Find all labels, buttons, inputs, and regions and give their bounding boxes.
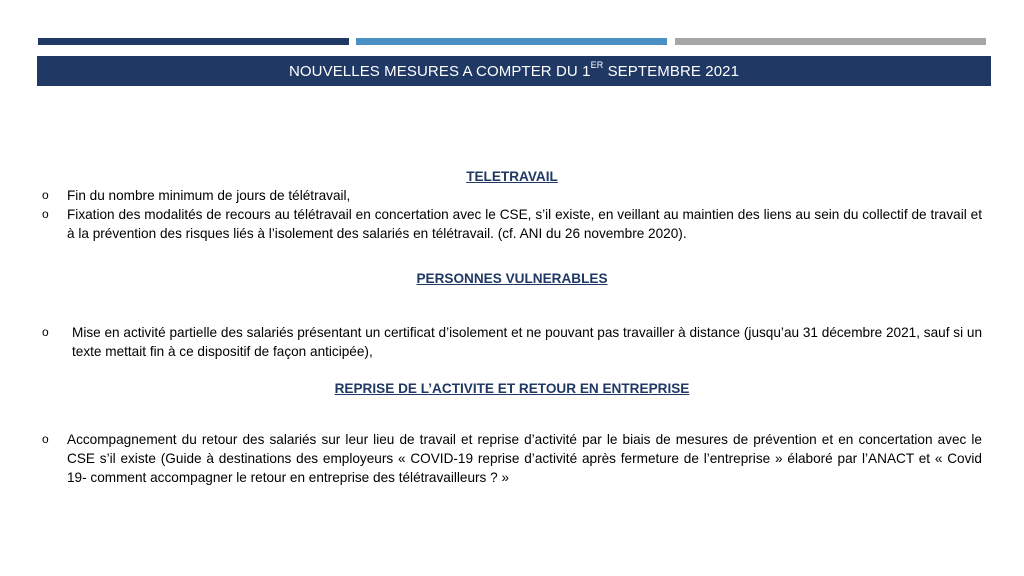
item-text: Fin du nombre minimum de jours de télétravail,	[67, 188, 351, 203]
bullet-circle-icon: o	[42, 207, 49, 221]
bullet-circle-icon: o	[42, 188, 49, 202]
bar-light-blue	[356, 38, 667, 45]
list-item	[42, 323, 982, 361]
top-decorative-bars	[38, 38, 986, 46]
section-title-reprise-activite: REPRISE DE L’ACTIVITE ET RETOUR EN ENTREPRISE	[334, 381, 690, 396]
bar-dark-blue	[38, 38, 349, 45]
bullet-circle-icon: o	[42, 325, 49, 339]
bar-gray	[675, 38, 986, 45]
title-banner	[37, 56, 991, 86]
bullet-circle-icon: o	[42, 432, 49, 446]
item-text: Fixation des modalités de recours au télétravail en concertation avec le CSE, s’il existe, en veillant au maintien des liens au sein du collectif de travail et à la prévention des risques liés à l’isolement des salariés en télétravail. (cf. ANI du 26 novembre 2020).	[67, 207, 982, 241]
title-end: SEPTEMBRE 2021	[603, 62, 740, 80]
list-item	[42, 430, 982, 487]
section-title-personnes-vulnerables: PERSONNES VULNERABLES	[416, 271, 608, 286]
item-text: Mise en activité partielle des salariés présentant un certificat d’isolement et ne pouvant pas travailler à distance (jusqu’au 31 décembre 2021, sauf si un texte mettait fin à ce dispositif de façon anticipée),	[72, 325, 982, 359]
item-text: Accompagnement du retour des salariés sur leur lieu de travail et reprise d’activité par le biais de mesures de prévention et en concertation avec le CSE s’il existe (Guide à destinations des employeurs « COVID-19 reprise d’activité après fermeture de l’entreprise » élaboré par l’ANACT et « Covid 19- comment accompagner le retour en entreprise des télétravailleurs ? »	[67, 432, 982, 485]
slide-content	[42, 167, 982, 487]
section-title-teletravail: TELETRAVAIL	[466, 169, 558, 184]
title-main: NOUVELLES MESURES A COMPTER DU 1	[288, 62, 591, 80]
list-item	[42, 205, 982, 243]
list-item	[42, 186, 982, 205]
title-superscript: ER	[590, 60, 604, 70]
